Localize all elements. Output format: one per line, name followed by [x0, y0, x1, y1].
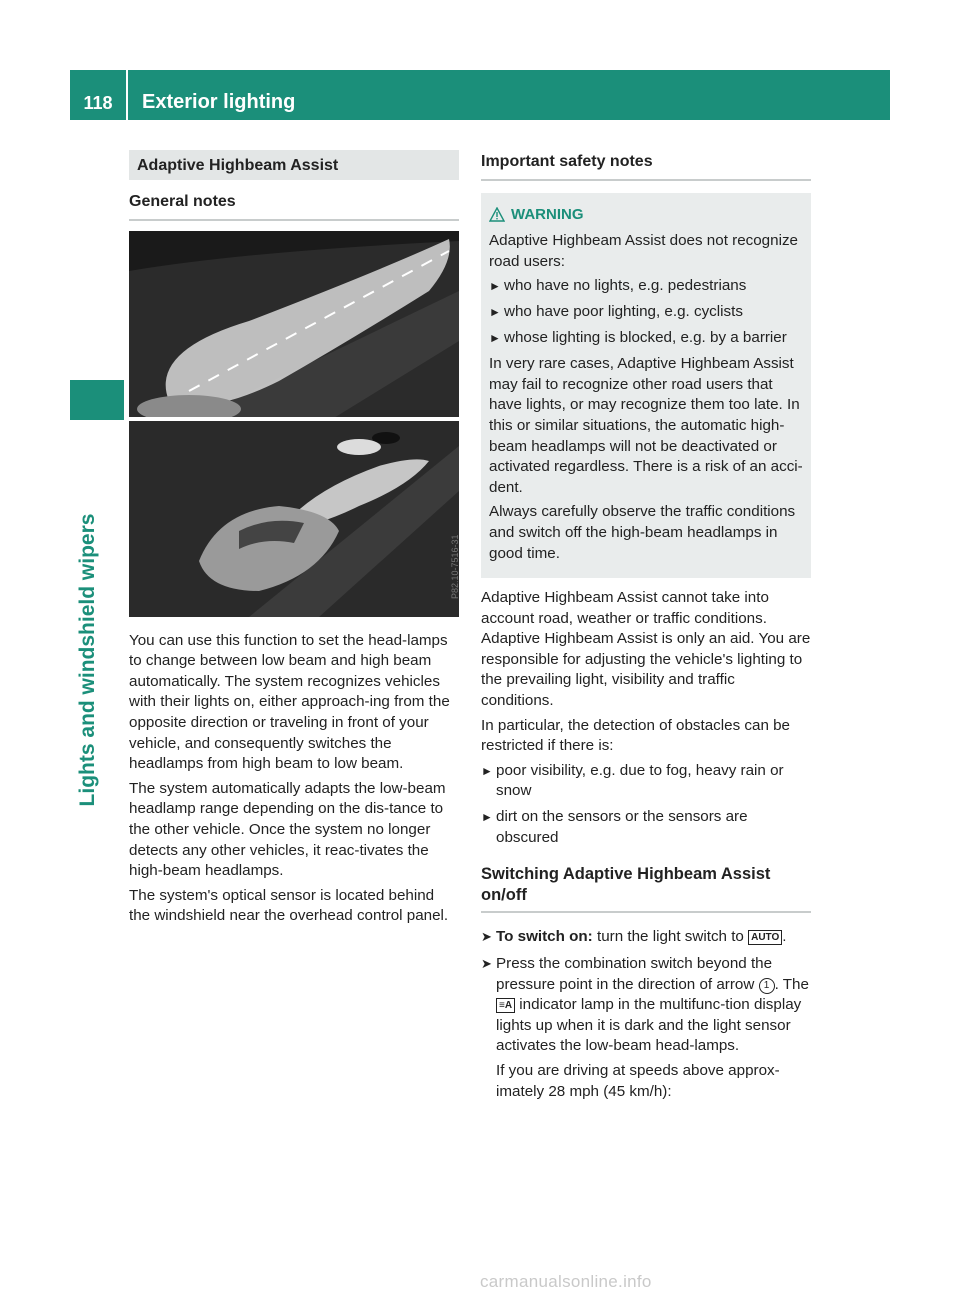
- warning-label: WARNING: [511, 205, 584, 223]
- list-item: ► who have poor lighting, e.g. cyclists: [489, 302, 803, 323]
- chapter-tab: [70, 380, 124, 420]
- arrow-number-badge: 1: [759, 978, 775, 994]
- sub-heading-general-notes: General notes: [129, 192, 459, 221]
- paragraph: The system automatically adapts the low-beam headlamp range depending on the dis-tance to the other vehicle. Once the system no longer detects any other vehicles, it reac-tivates the high-beam headlamps.: [129, 779, 446, 880]
- left-body: [129, 631, 459, 927]
- step-label: To switch on:: [496, 928, 593, 946]
- instruction-step: ➤ Press the combination switch beyond the pressure point in the direction of arrow 1 . The ≡A indicator lamp in the multifunc-tion display lights up when it is dark and the light sensor activates the low-beam head-lamps. If you are driving at speeds above approx-imately 28 mph (45 km/h):: [481, 954, 811, 1102]
- bullet-icon: ►: [481, 810, 493, 825]
- warning-paragraph: In very rare cases, Adaptive Highbeam Assist may fail to recognize other road users that have lights, or may recognize them too late. In this or similar situations, the automatic high-beam headlamps will not be deactivated or activated regardless. There is a risk of an acci-dent.: [489, 355, 803, 496]
- highbeam-assist-indicator-icon: ≡A: [496, 998, 515, 1013]
- sub-heading-switching: Switching Adaptive Highbeam Assist on/off: [481, 864, 811, 913]
- section-title: Adaptive Highbeam Assist: [129, 150, 459, 180]
- bullet-icon: ►: [489, 304, 501, 319]
- paragraph: The system's optical sensor is located behind the windshield near the overhead control panel.: [129, 886, 449, 925]
- right-column: [481, 150, 811, 1108]
- warning-bullets: [489, 276, 803, 348]
- highbeam-illustration-svg: [129, 231, 459, 617]
- auto-symbol: AUTO: [748, 930, 782, 945]
- instruction-step: ➤ To switch on: turn the light switch to AUTO .: [481, 927, 811, 948]
- highbeam-illustration: [129, 231, 459, 617]
- header-divider: [126, 70, 128, 120]
- step-arrow-icon: ➤: [481, 929, 492, 945]
- watermark: carmanualsonline.info: [480, 1272, 652, 1291]
- step-note: If you are driving at speeds above approx-imately 28 mph (45 km/h):: [496, 1061, 780, 1100]
- list-item: ► whose lighting is blocked, e.g. by a barrier: [489, 328, 803, 349]
- figure-code: P82.10-7516-31: [450, 534, 460, 599]
- paragraph: You can use this function to set the head-lamps to change between low beam and high beam automatically. The system recognizes vehicles with their lights on, either approach-ing from the opposite direction or traveling in front of your vehicle, and consequently switches the headlamps from high beam to low beam.: [129, 631, 450, 773]
- page-title: Exterior lighting: [142, 91, 296, 113]
- bullet-icon: ►: [489, 279, 501, 294]
- paragraph: Adaptive Highbeam Assist cannot take into account road, weather or traffic conditions. Adaptive Highbeam Assist is only an aid. You are responsible for adjusting the vehicle's lighting to the prevailing light, visibility and traffic conditions.: [481, 589, 811, 710]
- chapter-label-text: Lights and windshield wipers: [76, 513, 99, 807]
- page-number: 118: [83, 93, 113, 113]
- list-item: ► poor visibility, e.g. due to fog, heavy rain or snow: [481, 761, 784, 800]
- step-arrow-icon: ➤: [481, 956, 492, 971]
- section-title-safety: Important safety notes: [481, 152, 811, 181]
- list-item: ► who have no lights, e.g. pedestrians: [489, 276, 803, 297]
- restriction-bullets: [481, 761, 811, 848]
- warning-triangle-icon: [489, 207, 505, 222]
- instruction-steps: [481, 927, 811, 1102]
- right-body: [481, 588, 811, 848]
- paragraph: In particular, the detection of obstacles can be restricted if there is:: [481, 716, 791, 755]
- warning-intro: Adaptive Highbeam Assist does not recognize road users:: [489, 232, 798, 270]
- warning-paragraph: Always carefully observe the traffic conditions and switch off the high-beam headlamps in good time.: [489, 503, 796, 562]
- bullet-icon: ►: [489, 330, 501, 345]
- warning-header: [489, 205, 803, 226]
- left-column: [129, 150, 459, 931]
- warning-box: [481, 193, 811, 579]
- bullet-icon: ►: [481, 763, 493, 778]
- list-item: ► dirt on the sensors or the sensors are obscured: [481, 808, 748, 846]
